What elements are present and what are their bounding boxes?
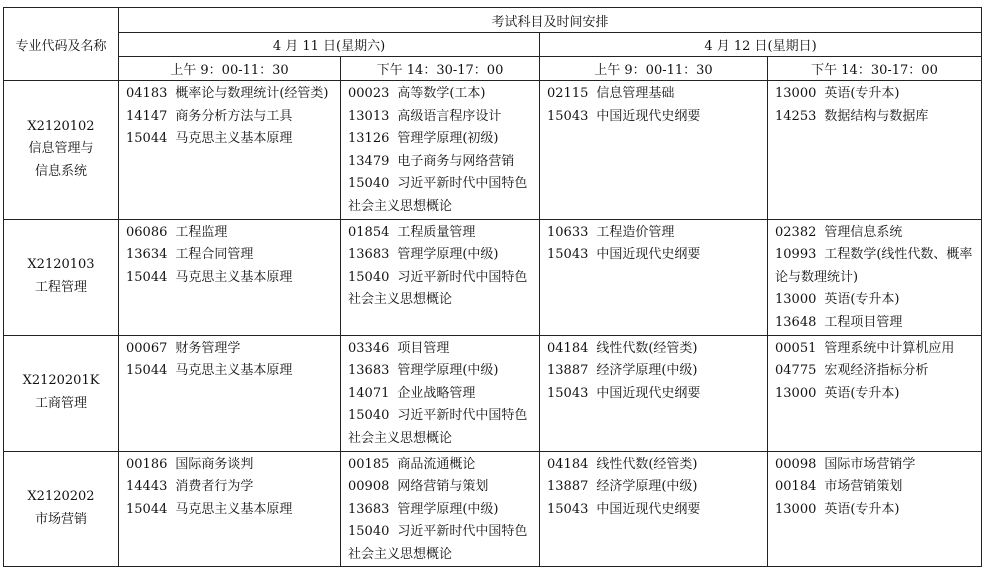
major-name: 工商管理 [34,396,87,412]
subject-code: 00185 [348,456,390,472]
subject-code: 03346 [348,340,390,356]
subject-item [126,267,336,290]
subject-name: 习近平新时代中国特色 [397,408,528,424]
subject-item [126,128,336,151]
subject-name: 数据结构与数据库 [824,108,929,124]
subject-name: 电子商务与网络营销 [397,153,515,169]
subject-code: 15040 [348,269,390,285]
subject-code: 14147 [126,108,168,124]
subject-name: 马克思主义基本原理 [175,363,293,379]
major-cell [4,219,119,335]
header-row-sessions [4,57,982,81]
subject-name: 中国近现代史纲要 [596,247,701,263]
subject-name: 经济学原理(中级) [596,479,698,495]
subject-name: 管理系统中计算机应用 [824,340,955,356]
subject-code: 13887 [547,479,589,495]
subject-item [775,312,977,335]
subject-name: 工程质量管理 [397,224,476,240]
subject-code: 13479 [348,153,390,169]
subject-item [126,222,336,245]
subject-name-continued: 社会主义思想概论 [348,546,453,562]
subject-item [547,244,763,267]
table-row [4,451,982,567]
date-header-2: 4 月 12 日(星期日) [540,33,982,57]
subject-item [348,267,535,290]
subject-code: 00051 [775,340,817,356]
subject-code: 02115 [547,86,589,101]
table-row [4,81,982,220]
major-name: 信息系统 [34,164,87,180]
subject-item [547,106,763,129]
subject-code: 13648 [775,314,817,330]
subject-code: 15043 [547,108,589,124]
subject-item [126,360,336,383]
subject-item [775,289,977,312]
subject-code: 00184 [775,479,817,495]
subject-item [348,128,535,151]
subject-code: 13000 [775,501,817,517]
subject-name: 消费者行为学 [175,479,254,495]
subject-code: 02382 [775,224,817,240]
subject-code: 00098 [775,456,817,472]
subject-item [126,83,336,106]
subject-name: 马克思主义基本原理 [175,501,293,517]
subject-code: 01854 [348,224,390,240]
subject-item [775,83,977,106]
subject-name: 习近平新时代中国特色 [397,524,528,540]
header-row-title [4,8,982,33]
subject-name: 高级语言程序设计 [397,108,502,124]
session-cell [768,81,982,220]
subject-code: 04184 [547,456,589,472]
subject-item [775,338,977,361]
subject-name: 网络营销与策划 [397,479,489,495]
subject-item [775,244,977,267]
subject-code: 13000 [775,385,817,401]
subject-code: 15043 [547,385,589,401]
subject-code: 13683 [348,247,390,263]
subject-name: 习近平新时代中国特色 [397,176,528,192]
subject-name: 宏观经济指标分析 [824,363,929,379]
subject-name: 工程合同管理 [175,247,254,263]
subject-item [348,83,535,106]
major-name: 工程管理 [34,280,87,296]
session-header-4: 下午 14：30-17：00 [768,57,982,81]
subject-name-continued: 社会主义思想概论 [348,198,453,214]
subject-name-continued: 社会主义思想概论 [348,430,453,446]
subject-item [775,476,977,499]
subject-item [547,454,763,477]
session-header-1: 上午 9：00-11：30 [119,57,341,81]
subject-name-continued: 论与数理统计) [775,269,859,285]
subject-code: 13683 [348,501,390,517]
subject-name: 经济学原理(中级) [596,363,698,379]
subject-code: 00023 [348,86,390,101]
subject-name: 英语(专升本) [824,86,900,101]
session-header-3: 上午 9：00-11：30 [540,57,768,81]
subject-item [547,383,763,406]
subject-item [348,222,535,245]
subject-item [547,338,763,361]
subject-code: 15044 [126,363,168,379]
subject-code: 13887 [547,363,589,379]
subject-name: 项目管理 [397,340,450,356]
subject-item [348,383,535,406]
subject-item [775,454,977,477]
subject-item [348,151,535,174]
subject-item [126,338,336,361]
subject-code: 13634 [126,247,168,263]
major-cell [4,335,119,451]
session-cell [341,451,540,567]
subject-item [547,360,763,383]
subject-name: 中国近现代史纲要 [596,108,701,124]
subject-name: 国际市场营销学 [824,456,916,472]
subject-item [126,476,336,499]
session-cell [540,451,768,567]
subject-name: 工程造价管理 [596,224,675,240]
session-cell [768,335,982,451]
subject-item [775,106,977,129]
subject-code: 15043 [547,247,589,263]
subject-code: 15040 [348,408,390,424]
major-name: 市场营销 [34,511,87,527]
subject-name: 商务分析方法与工具 [175,108,293,124]
subject-code: 15044 [126,501,168,517]
subject-code: 10993 [775,247,817,263]
subject-item [547,83,763,106]
subject-item [348,405,535,428]
subject-item [547,499,763,522]
subject-name: 线性代数(经管类) [596,340,698,356]
subject-item [547,222,763,245]
session-cell [540,81,768,220]
subject-item [775,360,977,383]
major-name: 信息管理与 [28,141,94,157]
subject-code: 14071 [348,385,390,401]
subject-code: 04775 [775,363,817,379]
session-cell [119,451,341,567]
subject-code: 04183 [126,86,168,101]
subject-code: 15040 [348,524,390,540]
subject-name: 企业战略管理 [397,385,476,401]
major-code: X2120202 [27,489,95,505]
subject-item [547,476,763,499]
subject-item [348,454,535,477]
subject-code: 15040 [348,176,390,192]
subject-name: 马克思主义基本原理 [175,269,293,285]
date-header-1: 4 月 11 日(星期六) [119,33,540,57]
subject-name: 信息管理基础 [596,86,675,101]
session-cell [540,219,768,335]
subject-name: 市场营销策划 [824,479,903,495]
session-cell [768,451,982,567]
subject-name: 商品流通概论 [397,456,476,472]
subject-code: 00908 [348,479,390,495]
subject-code: 04184 [547,340,589,356]
subject-name: 管理学原理(中级) [397,247,499,263]
subject-code: 13013 [348,108,390,124]
subject-code: 13000 [775,292,817,308]
subject-item [126,106,336,129]
subject-item [348,521,535,544]
subject-item [126,244,336,267]
major-column-header: 专业代码及名称 [4,8,119,81]
subject-name: 线性代数(经管类) [596,456,698,472]
subject-code: 13126 [348,131,390,147]
session-cell [119,219,341,335]
subject-code: 13000 [775,86,817,101]
major-cell [4,451,119,567]
subject-name: 概率论与数理统计(经管类) [175,86,329,101]
subject-name: 马克思主义基本原理 [175,131,293,147]
subject-name: 国际商务谈判 [175,456,254,472]
subject-code: 00186 [126,456,168,472]
subject-name: 英语(专升本) [824,385,900,401]
major-code: X2120102 [27,118,95,134]
major-code: X2120201K [22,373,100,389]
session-header-2: 下午 14：30-17：00 [341,57,540,81]
subject-item [348,360,535,383]
subject-name: 财务管理学 [175,340,241,356]
major-code: X2120103 [27,257,95,273]
subject-name: 高等数学(工本) [397,86,486,101]
table-row [4,335,982,451]
subject-name: 管理信息系统 [824,224,903,240]
subject-name: 工程项目管理 [824,314,903,330]
subject-item [775,383,977,406]
session-cell [119,81,341,220]
subject-code: 15043 [547,501,589,517]
subject-name: 工程数学(线性代数、概率 [824,247,973,263]
subject-name: 管理学原理(中级) [397,501,499,517]
subject-code: 00067 [126,340,168,356]
subject-code: 15044 [126,131,168,147]
session-cell [768,219,982,335]
subject-code: 13683 [348,363,390,379]
subject-name: 中国近现代史纲要 [596,501,701,517]
subject-name: 英语(专升本) [824,292,900,308]
subject-code: 15044 [126,269,168,285]
subject-item [348,106,535,129]
subject-item [348,476,535,499]
subject-name: 工程监理 [175,224,228,240]
session-cell [119,335,341,451]
session-cell [341,81,540,220]
major-cell [4,81,119,220]
subject-code: 10633 [547,224,589,240]
subject-name: 中国近现代史纲要 [596,385,701,401]
subject-item [348,244,535,267]
subject-item [775,499,977,522]
subject-item [348,338,535,361]
subject-name-continued: 社会主义思想概论 [348,292,453,308]
subject-name: 管理学原理(初级) [397,131,499,147]
subject-code: 06086 [126,224,168,240]
session-cell [341,335,540,451]
session-cell [540,335,768,451]
exam-header: 考试科目及时间安排 [119,8,982,33]
subject-item [126,499,336,522]
subject-name: 英语(专升本) [824,501,900,517]
subject-item [348,499,535,522]
subject-item [126,454,336,477]
exam-schedule-table [3,7,982,567]
session-cell [341,219,540,335]
table-row [4,219,982,335]
subject-item [775,222,977,245]
subject-name: 习近平新时代中国特色 [397,269,528,285]
subject-name: 管理学原理(中级) [397,363,499,379]
subject-code: 14443 [126,479,168,495]
header-row-dates [4,33,982,57]
subject-item [348,173,535,196]
subject-code: 14253 [775,108,817,124]
